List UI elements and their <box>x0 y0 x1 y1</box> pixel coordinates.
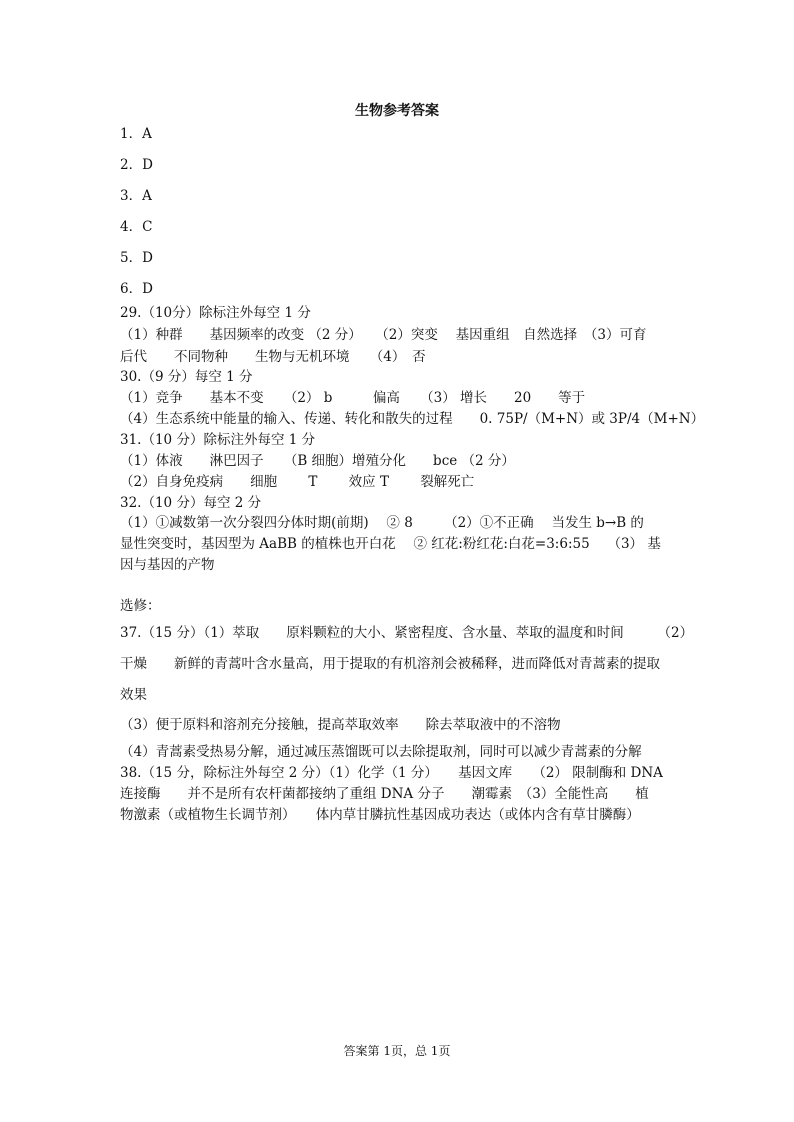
q38-line-3: 物激素（或植物生长调节剂） 体内草甘膦抗性基因成功表达（或体内含有草甘膦酶） <box>120 807 640 823</box>
q29-heading: 29.（10分）除标注外每空 1 分 <box>120 305 311 321</box>
answer-3: 3．A <box>120 188 152 204</box>
page-title: 生物参考答案 <box>355 103 439 119</box>
q38-line-2: 连接酶 并不是所有农杆菌都接纳了重组 DNA 分子 潮霉素 （3）全能性高 植 <box>120 786 649 802</box>
answer-2: 2．D <box>120 157 153 173</box>
page-footer: 答案第 1页，总 1页 <box>343 1044 451 1058</box>
q32-heading: 32.（10 分）每空 2 分 <box>120 495 262 511</box>
q32-line-3: 因与基因的产物 <box>120 557 215 573</box>
q37-line-3: 效果 <box>120 687 147 703</box>
q38-line-1: 38.（15 分，除标注外每空 2 分）（1）化学（1 分） 基因文库 （2） 限制酶和 DNA <box>120 765 663 781</box>
answer-5: 5．D <box>120 250 153 266</box>
q30-heading: 30.（9 分）每空 1 分 <box>120 369 253 385</box>
q31-heading: 31.（10 分）除标注外每空 1 分 <box>120 432 316 448</box>
q29-line-2: 后代 不同物种 生物与无机环境 （4） 否 <box>120 349 426 365</box>
q29-line-1: （1）种群 基因频率的改变 （2 分） （2）突变 基因重组 自然选择 （3）可育 <box>120 327 647 343</box>
q37-line-1: 37.（15 分）（1）萃取 原料颗粒的大小、紧密程度、含水量、萃取的温度和时间 （2） <box>120 625 694 641</box>
q30-line-2: （4）生态系统中能量的输入、传递、转化和散失的过程 0. 75P/（M+N）或 3P/4（M+N） <box>120 411 705 427</box>
answer-6: 6．D <box>120 281 153 297</box>
q32-line-1: （1）①减数第一次分裂四分体时期(前期) ② 8 （2）①不正确 当发生 b→B 的 <box>120 515 644 531</box>
q31-line-2: （2）自身免疫病 细胞 T 效应 T 裂解死亡 <box>120 474 475 490</box>
q37-line-5: （4）青蒿素受热易分解，通过减压蒸馏既可以去除提取剂，同时可以减少青蒿素的分解 <box>120 744 642 760</box>
q30-line-1: （1）竞争 基本不变 （2） b 偏高 （3） 增长 20 等于 <box>120 390 586 406</box>
q37-line-2: 干燥 新鲜的青蒿叶含水量高，用于提取的有机溶剂会被稀释，进而降低对青蒿素的提取 <box>120 656 660 672</box>
q32-line-2: 显性突变时，基因型为 AaBB 的植株也开白花 ② 红花:粉红花:白花=3:6:55 （3） 基 <box>120 536 661 552</box>
elective-label: 选修： <box>120 598 161 614</box>
q37-line-4: （3）便于原料和溶剂充分接触，提高萃取效率 除去萃取液中的不溶物 <box>120 717 561 733</box>
q31-line-1: （1）体液 淋巴因子 （B 细胞）增殖分化 bce （2 分） <box>120 453 515 469</box>
answer-1: 1．A <box>120 126 152 142</box>
answer-4: 4．C <box>120 219 153 235</box>
